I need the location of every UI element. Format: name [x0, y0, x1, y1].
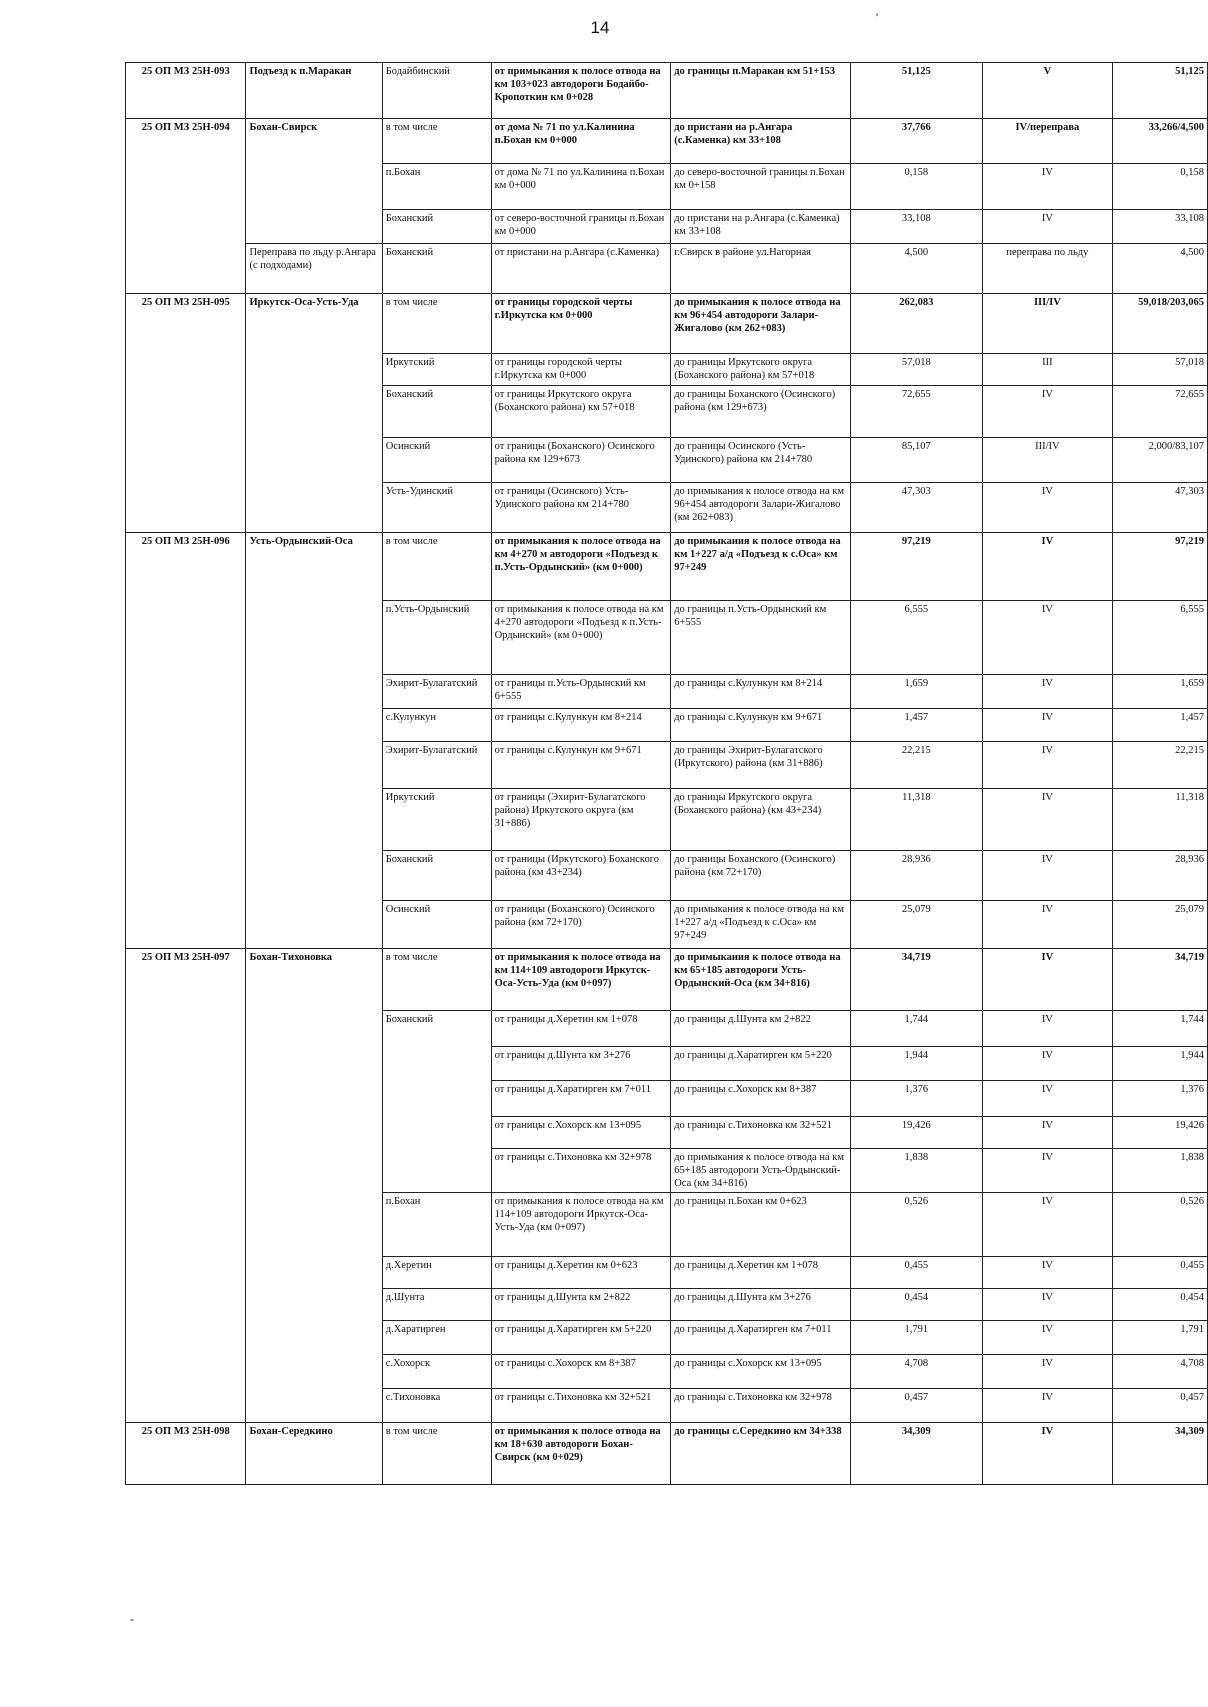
length-detail-cell: 0,526	[1112, 1193, 1207, 1257]
category-cell: IV	[982, 1193, 1112, 1257]
length-cell: 25,079	[850, 901, 982, 949]
category-cell: IV	[982, 789, 1112, 851]
length-cell: 19,426	[850, 1117, 982, 1149]
area-cell: Усть-Удинский	[382, 483, 491, 533]
area-cell: д.Шунта	[382, 1289, 491, 1321]
road-name-cell: Бохан-Середкино	[246, 1423, 382, 1485]
length-detail-cell: 6,555	[1112, 601, 1207, 675]
length-detail-cell: 34,309	[1112, 1423, 1207, 1485]
from-cell: от границы (Иркутского) Боханского района (км 43+234)	[491, 851, 671, 901]
to-cell: до примыкания к полосе отвода на км 96+454 автодороги Залари-Жигалово (км 262+083)	[671, 294, 851, 354]
length-cell: 1,838	[850, 1149, 982, 1193]
area-cell: п.Бохан	[382, 164, 491, 210]
category-cell: переправа по льду	[982, 244, 1112, 294]
to-cell: до границы с.Кулункун км 9+671	[671, 709, 851, 742]
to-cell: до границы д.Херетин км 1+078	[671, 1257, 851, 1289]
area-cell: Иркутский	[382, 354, 491, 386]
length-cell: 4,708	[850, 1355, 982, 1389]
category-cell: IV	[982, 1011, 1112, 1047]
length-detail-cell: 11,318	[1112, 789, 1207, 851]
footer-mark: -	[130, 1612, 134, 1626]
from-cell: от границы (Боханского) Осинского района км 129+673	[491, 438, 671, 483]
road-name-cell: Переправа по льду р.Ангара (с подходами)	[246, 244, 382, 294]
category-cell: IV	[982, 901, 1112, 949]
to-cell: до примыкания к полосе отвода на км 96+454 автодороги Залари-Жигалово (км 262+083)	[671, 483, 851, 533]
length-cell: 85,107	[850, 438, 982, 483]
category-cell: IV	[982, 675, 1112, 709]
area-cell: п.Бохан	[382, 1193, 491, 1257]
category-cell: III	[982, 354, 1112, 386]
to-cell: до границы Боханского (Осинского) района (км 72+170)	[671, 851, 851, 901]
length-cell: 0,457	[850, 1389, 982, 1423]
to-cell: до границы Иркутского округа (Боханского района) км 57+018	[671, 354, 851, 386]
category-cell: IV	[982, 386, 1112, 438]
length-detail-cell: 57,018	[1112, 354, 1207, 386]
to-cell: до примыкания к полосе отвода на км 65+185 автодороги Усть-Ордынский-Оса (км 34+816)	[671, 949, 851, 1011]
length-cell: 34,309	[850, 1423, 982, 1485]
length-detail-cell: 19,426	[1112, 1117, 1207, 1149]
category-cell: IV	[982, 164, 1112, 210]
category-cell: IV	[982, 1423, 1112, 1485]
area-cell: Боханский	[382, 851, 491, 901]
from-cell: от примыкания к полосе отвода на км 114+109 автодороги Иркутск-Оса-Усть-Уда (км 0+097)	[491, 949, 671, 1011]
road-id-cell: 25 ОП МЗ 25Н-095	[126, 294, 246, 533]
area-cell: д.Херетин	[382, 1257, 491, 1289]
from-cell: от границы с.Кулункун км 9+671	[491, 742, 671, 789]
from-cell: от примыкания к полосе отвода на км 4+270 автодороги «Подъезд к п.Усть-Ордынский» (км 0+000)	[491, 601, 671, 675]
length-detail-cell: 72,655	[1112, 386, 1207, 438]
category-cell: IV	[982, 949, 1112, 1011]
from-cell: от границы городской черты г.Иркутска км 0+000	[491, 354, 671, 386]
length-detail-cell: 1,744	[1112, 1011, 1207, 1047]
area-cell: Эхирит-Булагатский	[382, 742, 491, 789]
area-cell: Осинский	[382, 901, 491, 949]
from-cell: от дома № 71 по ул.Калинина п.Бохан км 0+000	[491, 119, 671, 164]
length-cell: 1,944	[850, 1047, 982, 1081]
length-cell: 262,083	[850, 294, 982, 354]
length-cell: 1,457	[850, 709, 982, 742]
length-detail-cell: 51,125	[1112, 63, 1207, 119]
to-cell: до границы с.Середкино км 34+338	[671, 1423, 851, 1485]
to-cell: до пристани на р.Ангара (с.Каменка) км 33+108	[671, 210, 851, 244]
area-cell: Боханский	[382, 386, 491, 438]
to-cell: до северо-восточной границы п.Бохан км 0+158	[671, 164, 851, 210]
area-cell: в том числе	[382, 119, 491, 164]
length-cell: 4,500	[850, 244, 982, 294]
category-cell: III/IV	[982, 438, 1112, 483]
area-cell: в том числе	[382, 294, 491, 354]
category-cell: IV	[982, 533, 1112, 601]
category-cell: IV	[982, 742, 1112, 789]
length-detail-cell: 97,219	[1112, 533, 1207, 601]
area-cell: в том числе	[382, 533, 491, 601]
to-cell: до границы д.Харатирген км 5+220	[671, 1047, 851, 1081]
to-cell: до границы Иркутского округа (Боханского района) (км 43+234)	[671, 789, 851, 851]
from-cell: от примыкания к полосе отвода на км 103+023 автодороги Бодайбо-Кропоткин км 0+028	[491, 63, 671, 119]
length-cell: 1,744	[850, 1011, 982, 1047]
to-cell: до границы Эхирит-Булагатского (Иркутского) района (км 31+886)	[671, 742, 851, 789]
area-cell: в том числе	[382, 949, 491, 1011]
length-detail-cell: 4,500	[1112, 244, 1207, 294]
length-cell: 72,655	[850, 386, 982, 438]
road-id-cell: 25 ОП МЗ 25Н-094	[126, 119, 246, 294]
from-cell: от границы (Осинского) Усть-Удинского района км 214+780	[491, 483, 671, 533]
length-cell: 1,376	[850, 1081, 982, 1117]
category-cell: III/IV	[982, 294, 1112, 354]
to-cell: до примыкания к полосе отвода на км 1+227 а/д «Подъезд к с.Оса» км 97+249	[671, 533, 851, 601]
table-row	[126, 119, 1208, 164]
scan-mark: '	[876, 10, 879, 24]
from-cell: от границы д.Херетин км 1+078	[491, 1011, 671, 1047]
length-detail-cell: 4,708	[1112, 1355, 1207, 1389]
table-row	[126, 63, 1208, 119]
area-cell: с.Тихоновка	[382, 1389, 491, 1423]
category-cell: IV	[982, 851, 1112, 901]
category-cell: IV	[982, 1257, 1112, 1289]
from-cell: от границы д.Шунта км 3+276	[491, 1047, 671, 1081]
from-cell: от границы с.Хохорск км 13+095	[491, 1117, 671, 1149]
area-cell: Иркутский	[382, 789, 491, 851]
length-detail-cell: 22,215	[1112, 742, 1207, 789]
area-cell: с.Кулункун	[382, 709, 491, 742]
length-cell: 33,108	[850, 210, 982, 244]
to-cell: до границы д.Харатирген км 7+011	[671, 1321, 851, 1355]
from-cell: от примыкания к полосе отвода на км 18+630 автодороги Бохан-Свирск (км 0+029)	[491, 1423, 671, 1485]
length-cell: 28,936	[850, 851, 982, 901]
length-detail-cell: 0,454	[1112, 1289, 1207, 1321]
length-detail-cell: 1,944	[1112, 1047, 1207, 1081]
category-cell: IV	[982, 1047, 1112, 1081]
length-cell: 1,791	[850, 1321, 982, 1355]
category-cell: IV	[982, 1389, 1112, 1423]
category-cell: IV	[982, 1117, 1112, 1149]
from-cell: от границы (Боханского) Осинского района (км 72+170)	[491, 901, 671, 949]
from-cell: от границы п.Усть-Ордынский км 6+555	[491, 675, 671, 709]
from-cell: от дома № 71 по ул.Калинина п.Бохан км 0+000	[491, 164, 671, 210]
length-cell: 47,303	[850, 483, 982, 533]
roads-table	[125, 62, 1208, 1485]
to-cell: до примыкания к полосе отвода на км 65+185 автодороги Усть-Ордынский-Оса (км 34+816)	[671, 1149, 851, 1193]
to-cell: до границы с.Тихоновка км 32+978	[671, 1389, 851, 1423]
length-detail-cell: 0,457	[1112, 1389, 1207, 1423]
to-cell: до границы с.Хохорск км 13+095	[671, 1355, 851, 1389]
length-cell: 0,455	[850, 1257, 982, 1289]
length-detail-cell: 1,791	[1112, 1321, 1207, 1355]
length-detail-cell: 33,266/4,500	[1112, 119, 1207, 164]
from-cell: от границы с.Хохорск км 8+387	[491, 1355, 671, 1389]
length-cell: 22,215	[850, 742, 982, 789]
road-name-cell: Бохан-Тихоновка	[246, 949, 382, 1423]
from-cell: от примыкания к полосе отвода на км 114+109 автодороги Иркутск-Оса-Усть-Уда (км 0+097)	[491, 1193, 671, 1257]
page-number: 14	[590, 18, 610, 37]
length-cell: 97,219	[850, 533, 982, 601]
to-cell: до примыкания к полосе отвода на км 1+227 а/д «Подъезд к с.Оса» км 97+249	[671, 901, 851, 949]
to-cell: до границы с.Кулункун км 8+214	[671, 675, 851, 709]
length-cell: 0,158	[850, 164, 982, 210]
category-cell: IV	[982, 210, 1112, 244]
from-cell: от границы д.Шунта км 2+822	[491, 1289, 671, 1321]
to-cell: до границы п.Усть-Ордынский км 6+555	[671, 601, 851, 675]
length-detail-cell: 25,079	[1112, 901, 1207, 949]
to-cell: г.Свирск в районе ул.Нагорная	[671, 244, 851, 294]
area-cell: в том числе	[382, 1423, 491, 1485]
length-detail-cell: 2,000/83,107	[1112, 438, 1207, 483]
length-detail-cell: 1,838	[1112, 1149, 1207, 1193]
to-cell: до границы п.Маракан км 51+153	[671, 63, 851, 119]
to-cell: до границы с.Тихоновка км 32+521	[671, 1117, 851, 1149]
to-cell: до пристани на р.Ангара (с.Каменка) км 33+108	[671, 119, 851, 164]
to-cell: до границы Боханского (Осинского) района (км 129+673)	[671, 386, 851, 438]
from-cell: от границы д.Херетин км 0+623	[491, 1257, 671, 1289]
from-cell: от границы с.Тихоновка км 32+978	[491, 1149, 671, 1193]
length-cell: 0,526	[850, 1193, 982, 1257]
length-cell: 57,018	[850, 354, 982, 386]
from-cell: от северо-восточной границы п.Бохан км 0+000	[491, 210, 671, 244]
length-detail-cell: 0,158	[1112, 164, 1207, 210]
category-cell: IV	[982, 1321, 1112, 1355]
length-detail-cell: 33,108	[1112, 210, 1207, 244]
to-cell: до границы с.Хохорск км 8+387	[671, 1081, 851, 1117]
from-cell: от границы (Эхирит-Булагатского района) Иркутского округа (км 31+886)	[491, 789, 671, 851]
category-cell: IV	[982, 483, 1112, 533]
area-cell: д.Харатирген	[382, 1321, 491, 1355]
category-cell: IV	[982, 1149, 1112, 1193]
from-cell: от границы д.Харатирген км 5+220	[491, 1321, 671, 1355]
table-row	[126, 949, 1208, 1011]
road-name-cell: Подъезд к п.Маракан	[246, 63, 382, 119]
length-detail-cell: 0,455	[1112, 1257, 1207, 1289]
from-cell: от примыкания к полосе отвода на км 4+270 м автодороги «Подъезд к п.Усть-Ордынский» (км 0+000)	[491, 533, 671, 601]
area-cell: Боханский	[382, 244, 491, 294]
from-cell: от пристани на р.Ангара (с.Каменка)	[491, 244, 671, 294]
category-cell: IV	[982, 1355, 1112, 1389]
roads-table-body	[126, 63, 1208, 1485]
from-cell: от границы Иркутского округа (Боханского района) км 57+018	[491, 386, 671, 438]
table-row	[126, 294, 1208, 354]
length-cell: 11,318	[850, 789, 982, 851]
category-cell: IV	[982, 1081, 1112, 1117]
to-cell: до границы д.Шунта км 3+276	[671, 1289, 851, 1321]
road-id-cell: 25 ОП МЗ 25Н-098	[126, 1423, 246, 1485]
length-detail-cell: 34,719	[1112, 949, 1207, 1011]
area-cell: Бодайбинский	[382, 63, 491, 119]
to-cell: до границы п.Бохан км 0+623	[671, 1193, 851, 1257]
to-cell: до границы Осинского (Усть-Удинского) района км 214+780	[671, 438, 851, 483]
area-cell: п.Усть-Ордынский	[382, 601, 491, 675]
category-cell: IV	[982, 601, 1112, 675]
from-cell: от границы городской черты г.Иркутска км 0+000	[491, 294, 671, 354]
length-cell: 0,454	[850, 1289, 982, 1321]
table-row	[126, 533, 1208, 601]
from-cell: от границы с.Тихоновка км 32+521	[491, 1389, 671, 1423]
from-cell: от границы д.Харатирген км 7+011	[491, 1081, 671, 1117]
length-detail-cell: 47,303	[1112, 483, 1207, 533]
length-detail-cell: 1,376	[1112, 1081, 1207, 1117]
length-detail-cell: 59,018/203,065	[1112, 294, 1207, 354]
category-cell: V	[982, 63, 1112, 119]
road-name-cell: Усть-Ордынский-Оса	[246, 533, 382, 949]
area-cell: с.Хохорск	[382, 1355, 491, 1389]
area-cell: Боханский	[382, 210, 491, 244]
from-cell: от границы с.Кулункун км 8+214	[491, 709, 671, 742]
length-detail-cell: 1,659	[1112, 675, 1207, 709]
road-id-cell: 25 ОП МЗ 25Н-096	[126, 533, 246, 949]
road-id-cell: 25 ОП МЗ 25Н-093	[126, 63, 246, 119]
category-cell: IV	[982, 1289, 1112, 1321]
road-name-cell: Бохан-Свирск	[246, 119, 382, 244]
length-detail-cell: 28,936	[1112, 851, 1207, 901]
length-detail-cell: 1,457	[1112, 709, 1207, 742]
road-name-cell: Иркутск-Оса-Усть-Уда	[246, 294, 382, 533]
road-id-cell: 25 ОП МЗ 25Н-097	[126, 949, 246, 1423]
area-cell: Эхирит-Булагатский	[382, 675, 491, 709]
length-cell: 37,766	[850, 119, 982, 164]
length-cell: 51,125	[850, 63, 982, 119]
table-row	[126, 1423, 1208, 1485]
to-cell: до границы д.Шунта км 2+822	[671, 1011, 851, 1047]
length-cell: 6,555	[850, 601, 982, 675]
length-cell: 34,719	[850, 949, 982, 1011]
area-cell: Боханский	[382, 1011, 491, 1193]
table-row	[126, 244, 1208, 294]
category-cell: IV/переправа	[982, 119, 1112, 164]
length-cell: 1,659	[850, 675, 982, 709]
category-cell: IV	[982, 709, 1112, 742]
area-cell: Осинский	[382, 438, 491, 483]
